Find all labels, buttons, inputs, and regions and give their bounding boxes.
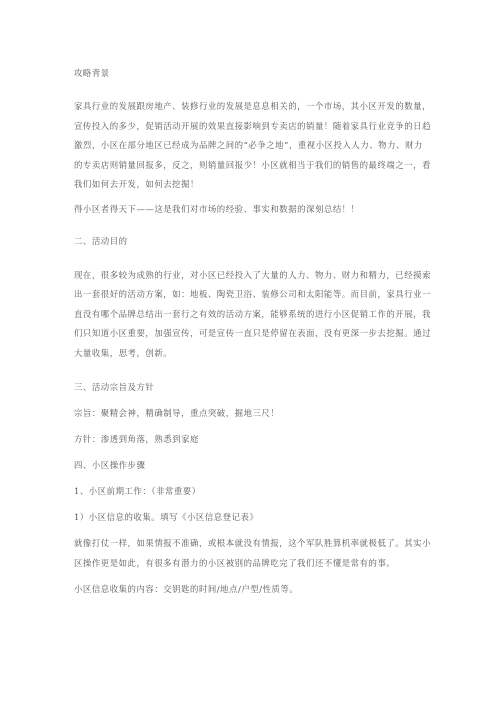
- document-body: [74, 67, 431, 596]
- info-content-line: 小区信息收集的内容：交钥匙的时间/地点/户型/性质等。: [74, 584, 299, 594]
- paragraph-line: 宣传投入的多少，促销活动开展的效果直接影响到专卖店的销量！随着家具行业竞争的日趋: [74, 120, 431, 131]
- background-paragraph: [74, 97, 431, 195]
- paragraph-line: 家具行业的发展跟房地产、装修行业的发展是息息相关的，一个市场，其小区开发的数量，: [74, 101, 431, 111]
- policy-line: 方针：渗透到角落，熟悉到家庭: [74, 434, 199, 444]
- section-title: 三、活动宗旨及方针: [74, 382, 155, 392]
- slogan: 得小区者得天下——这是我们对市场的经验、事实和数据的深刻总结！！: [74, 203, 360, 214]
- step-title: 1、小区前期工作：（非常重要）: [74, 486, 201, 496]
- paragraph-line: 区操作更是如此，有很多有潜力的小区被别的品牌吃完了我们还不懂是常有的事。: [74, 557, 396, 568]
- paragraph-line: 出一套很好的活动方案，如：地板、陶瓷卫浴、装修公司和太阳能等。而目前，家具行业一: [74, 289, 431, 299]
- paragraph-line: 现在，很多较为成熟的行业，对小区已经投入了大量的人力、物力、财力和精力，已经摸索: [74, 269, 431, 280]
- purpose-paragraph: [74, 266, 431, 364]
- purpose-line: 宗旨：聚精会神，精确制导，重点突破，掘地三尺！: [74, 408, 280, 418]
- paragraph-line: 我们如何去开发，如何去挖掘！: [74, 179, 199, 189]
- paragraph-line: 们只知道小区重要，加强宣传，可是宣传一直只是停留在表面，没有更深一步去挖掘。通过: [74, 328, 431, 338]
- paragraph-line: 激烈，小区在部分地区已经成为品牌之间的“必争之地”，重视小区投入人力、物力、财力: [74, 140, 423, 150]
- section-title: 四、小区操作步骤: [74, 460, 146, 470]
- paragraph-line: 大量收集，思考，创新。: [74, 347, 173, 358]
- paragraph-line: 直没有哪个品牌总结出一套行之有效的活动方案，能够系统的进行小区促销工作的开展，我: [74, 308, 431, 319]
- step-paragraph: [74, 534, 431, 573]
- document-title: 攻略背景: [74, 68, 110, 78]
- paragraph-line: 就像打仗一样，如果情报不准确，或根本就没有情报，这个军队胜算机率就极低了。其实小: [74, 538, 431, 548]
- step-subtitle: 1）小区信息的收集。填写《小区信息登记表》: [74, 512, 259, 522]
- paragraph-line: 的专卖店则销量回报多，反之，则销量回报少！小区就相当于我们的销售的最终端之一，看: [74, 159, 431, 170]
- section-title: 二、活动目的: [74, 235, 128, 246]
